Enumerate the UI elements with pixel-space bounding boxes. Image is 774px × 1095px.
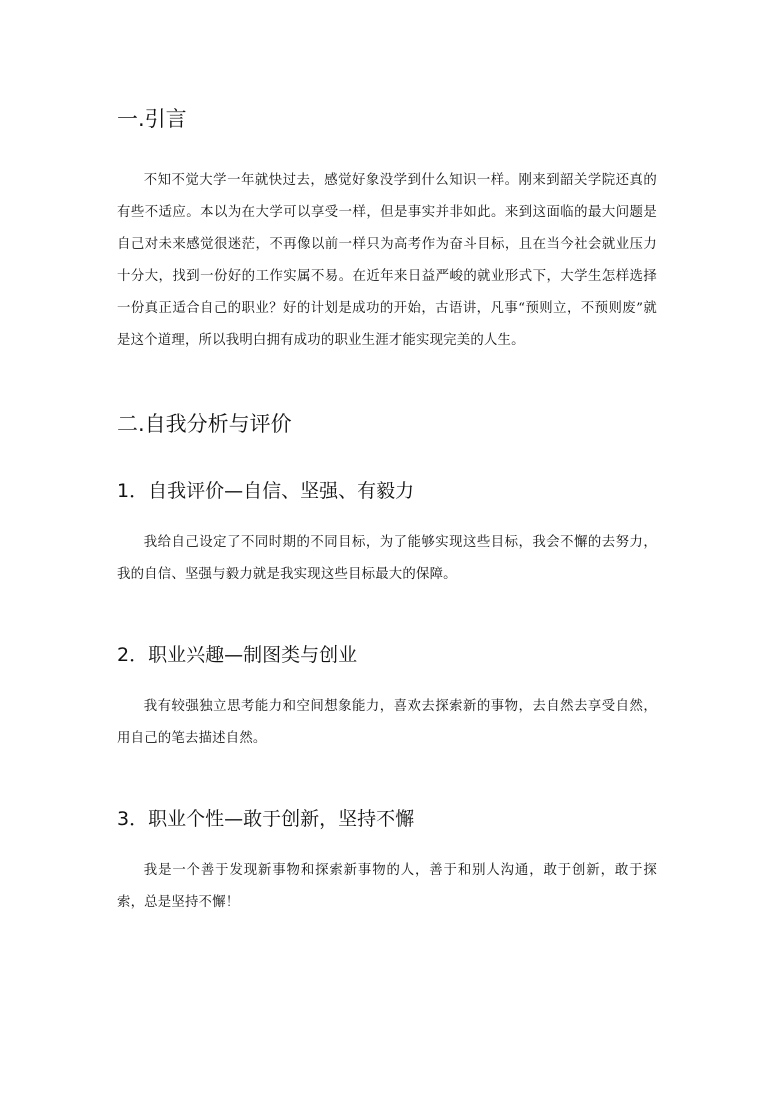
career-interest-paragraph: 我有较强独立思考能力和空间想象能力，喜欢去探索新的事物，去自然去享受自然，用自己的笔去描述自然。 — [117, 699, 657, 746]
intro-paragraph: 不知不觉大学一年就快过去，感觉好象没学到什么知识一样。刚来到韶关学院还真的有些不适应。本以为在大学可以享受一样，但是事实并非如此。来到这面临的最大问题是自己对未来感觉很迷茫，不再像以前一样只为高考作为奋斗目标，且在当今社会就业压力十分大，找到一份好的工作实属不易。在近年来日益严峻的就业形式下，大学生怎样选择一份真正适合自己的职业？好的计划是成功的开始，古语讲，凡事“预则立，不预则废”就是这个道理，所以我明白拥有成功的职业生涯才能实现完美的人生。 — [117, 173, 657, 348]
subsection-heading-self-evaluation: 1．自我评价—自信、坚强、有毅力 — [117, 480, 415, 502]
self-evaluation-paragraph: 我给自己设定了不同时期的不同目标，为了能够实现这些目标，我会不懈的去努力，我的自信、坚强与毅力就是我实现这些目标最大的保障。 — [117, 535, 657, 582]
section-heading-intro: 一.引言 — [117, 107, 187, 131]
career-personality-paragraph: 我是一个善于发现新事物和探索新事物的人，善于和别人沟通，敢于创新，敢于探索，总是坚持不懈！ — [117, 863, 657, 910]
section-heading-self-analysis: 二.自我分析与评价 — [117, 412, 292, 436]
subsection-heading-career-personality: 3．职业个性—敢于创新，坚持不懈 — [117, 808, 415, 830]
subsection-heading-career-interest: 2．职业兴趣—制图类与创业 — [117, 644, 358, 666]
